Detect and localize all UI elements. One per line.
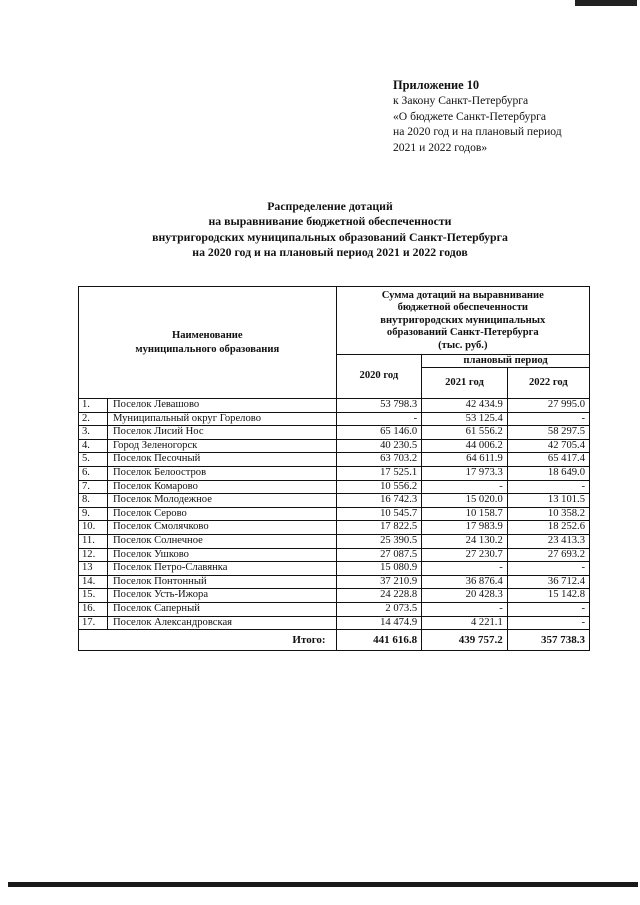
row-number: 16. <box>79 602 108 616</box>
municipality-name: Поселок Александровская <box>107 616 336 630</box>
table-row <box>79 548 590 562</box>
value-2022: 10 358.2 <box>507 507 589 521</box>
value-2021: 4 221.1 <box>422 616 508 630</box>
municipality-name: Поселок Песочный <box>107 453 336 467</box>
table-row <box>79 534 590 548</box>
municipality-name: Поселок Комарово <box>107 480 336 494</box>
table-row <box>79 439 590 453</box>
value-2020: 65 146.0 <box>336 426 422 440</box>
value-2021: 17 983.9 <box>422 521 508 535</box>
value-2020: 24 228.8 <box>336 589 422 603</box>
scan-edge-mark-top <box>575 0 637 6</box>
municipality-name: Поселок Солнечное <box>107 534 336 548</box>
municipality-name: Поселок Молодежное <box>107 494 336 508</box>
table-row <box>79 494 590 508</box>
row-number: 4. <box>79 439 108 453</box>
header-year-2020: 2020 год <box>336 355 422 399</box>
table-row <box>79 602 590 616</box>
value-2021: 64 611.9 <box>422 453 508 467</box>
total-label: Итого: <box>79 630 337 651</box>
municipality-name: Поселок Белоостров <box>107 467 336 481</box>
value-2022: 13 101.5 <box>507 494 589 508</box>
value-2020: 14 474.9 <box>336 616 422 630</box>
value-2020: 37 210.9 <box>336 575 422 589</box>
value-2020: 17 525.1 <box>336 467 422 481</box>
value-2022: 23 413.3 <box>507 534 589 548</box>
value-2021: - <box>422 602 508 616</box>
value-2020: 53 798.3 <box>336 399 422 413</box>
table-row <box>79 467 590 481</box>
title-line: внутригородских муниципальных образований Санкт-Петербурга <box>152 229 508 244</box>
row-number: 13 <box>79 562 108 576</box>
annex-line: к Закону Санкт-Петербурга <box>393 94 529 108</box>
row-number: 15. <box>79 589 108 603</box>
title-line: Распределение дотаций <box>267 199 393 213</box>
table-row <box>79 616 590 630</box>
annex-line: на 2020 год и на плановый период <box>393 125 562 139</box>
municipality-name: Город Зеленогорск <box>107 439 336 453</box>
value-2021: 36 876.4 <box>422 575 508 589</box>
value-2021: 15 020.0 <box>422 494 508 508</box>
value-2022: 27 995.0 <box>507 399 589 413</box>
value-2020: 40 230.5 <box>336 439 422 453</box>
total-row <box>79 630 590 651</box>
header-year-2021: 2021 год <box>422 368 508 399</box>
table-row <box>79 562 590 576</box>
subsidy-table <box>78 286 590 651</box>
header-municipality: Наименование муниципального образования <box>79 287 337 399</box>
value-2020: 2 073.5 <box>336 602 422 616</box>
municipality-name: Поселок Ушково <box>107 548 336 562</box>
table-row <box>79 521 590 535</box>
municipality-name: Поселок Петро-Славянка <box>107 562 336 576</box>
value-2021: 61 556.2 <box>422 426 508 440</box>
municipality-name: Поселок Серово <box>107 507 336 521</box>
value-2022: - <box>507 562 589 576</box>
value-2021: 27 230.7 <box>422 548 508 562</box>
value-2020: 63 703.2 <box>336 453 422 467</box>
row-number: 17. <box>79 616 108 630</box>
value-2021: 10 158.7 <box>422 507 508 521</box>
title-line: на выравнивание бюджетной обеспеченности <box>208 214 452 229</box>
value-2021: 42 434.9 <box>422 399 508 413</box>
row-number: 6. <box>79 467 108 481</box>
value-2021: 20 428.3 <box>422 589 508 603</box>
municipality-name: Поселок Усть-Ижора <box>107 589 336 603</box>
value-2022: 65 417.4 <box>507 453 589 467</box>
value-2022: - <box>507 616 589 630</box>
table-row <box>79 480 590 494</box>
annex-title: Приложение 10 <box>393 78 480 92</box>
table-row <box>79 453 590 467</box>
table-row <box>79 412 590 426</box>
row-number: 7. <box>79 480 108 494</box>
row-number: 8. <box>79 494 108 508</box>
scan-edge-mark-bottom <box>8 882 638 887</box>
annex-block <box>393 78 633 155</box>
total-2022: 357 738.3 <box>507 630 589 651</box>
annex-line: «О бюджете Санкт-Петербурга <box>393 109 547 123</box>
value-2022: 18 252.6 <box>507 521 589 535</box>
value-2022: - <box>507 602 589 616</box>
table-row <box>79 575 590 589</box>
value-2020: 10 556.2 <box>336 480 422 494</box>
value-2020: 15 080.9 <box>336 562 422 576</box>
title-line: на 2020 год и на плановый период 2021 и 2022 годов <box>192 245 468 260</box>
value-2020: 10 545.7 <box>336 507 422 521</box>
row-number: 14. <box>79 575 108 589</box>
value-2021: - <box>422 562 508 576</box>
value-2021: 44 006.2 <box>422 439 508 453</box>
municipality-name: Поселок Понтонный <box>107 575 336 589</box>
table-row <box>79 426 590 440</box>
value-2020: - <box>336 412 422 426</box>
value-2022: 58 297.5 <box>507 426 589 440</box>
value-2022: 27 693.2 <box>507 548 589 562</box>
value-2021: 24 130.2 <box>422 534 508 548</box>
value-2022: - <box>507 480 589 494</box>
municipality-name: Поселок Смолячково <box>107 521 336 535</box>
value-2020: 16 742.3 <box>336 494 422 508</box>
row-number: 9. <box>79 507 108 521</box>
total-2021: 439 757.2 <box>422 630 508 651</box>
value-2020: 27 087.5 <box>336 548 422 562</box>
row-number: 1. <box>79 399 108 413</box>
value-2020: 25 390.5 <box>336 534 422 548</box>
table-body <box>79 399 590 651</box>
value-2022: 36 712.4 <box>507 575 589 589</box>
row-number: 10. <box>79 521 108 535</box>
total-2020: 441 616.8 <box>336 630 422 651</box>
value-2022: 42 705.4 <box>507 439 589 453</box>
municipality-name: Поселок Левашово <box>107 399 336 413</box>
value-2020: 17 822.5 <box>336 521 422 535</box>
row-number: 2. <box>79 412 108 426</box>
row-number: 12. <box>79 548 108 562</box>
value-2022: - <box>507 412 589 426</box>
row-number: 3. <box>79 426 108 440</box>
header-subsidy-sum: Сумма дотаций на выравнивание бюджетной обеспеченности внутригородских муниципальных образований Санкт-Петербурга (тыс. руб.) <box>336 287 589 355</box>
table-row <box>79 589 590 603</box>
value-2021: 53 125.4 <box>422 412 508 426</box>
table-row <box>79 399 590 413</box>
header-planned-period: плановый период <box>422 355 590 368</box>
value-2022: 18 649.0 <box>507 467 589 481</box>
annex-line: 2021 и 2022 годов» <box>393 140 488 154</box>
value-2021: 17 973.3 <box>422 467 508 481</box>
row-number: 11. <box>79 534 108 548</box>
municipality-name: Поселок Лисий Нос <box>107 426 336 440</box>
row-number: 5. <box>79 453 108 467</box>
value-2022: 15 142.8 <box>507 589 589 603</box>
table-row <box>79 507 590 521</box>
municipality-name: Поселок Саперный <box>107 602 336 616</box>
municipality-name: Муниципальный округ Горелово <box>107 412 336 426</box>
header-year-2022: 2022 год <box>507 368 589 399</box>
document-title <box>80 199 580 261</box>
value-2021: - <box>422 480 508 494</box>
